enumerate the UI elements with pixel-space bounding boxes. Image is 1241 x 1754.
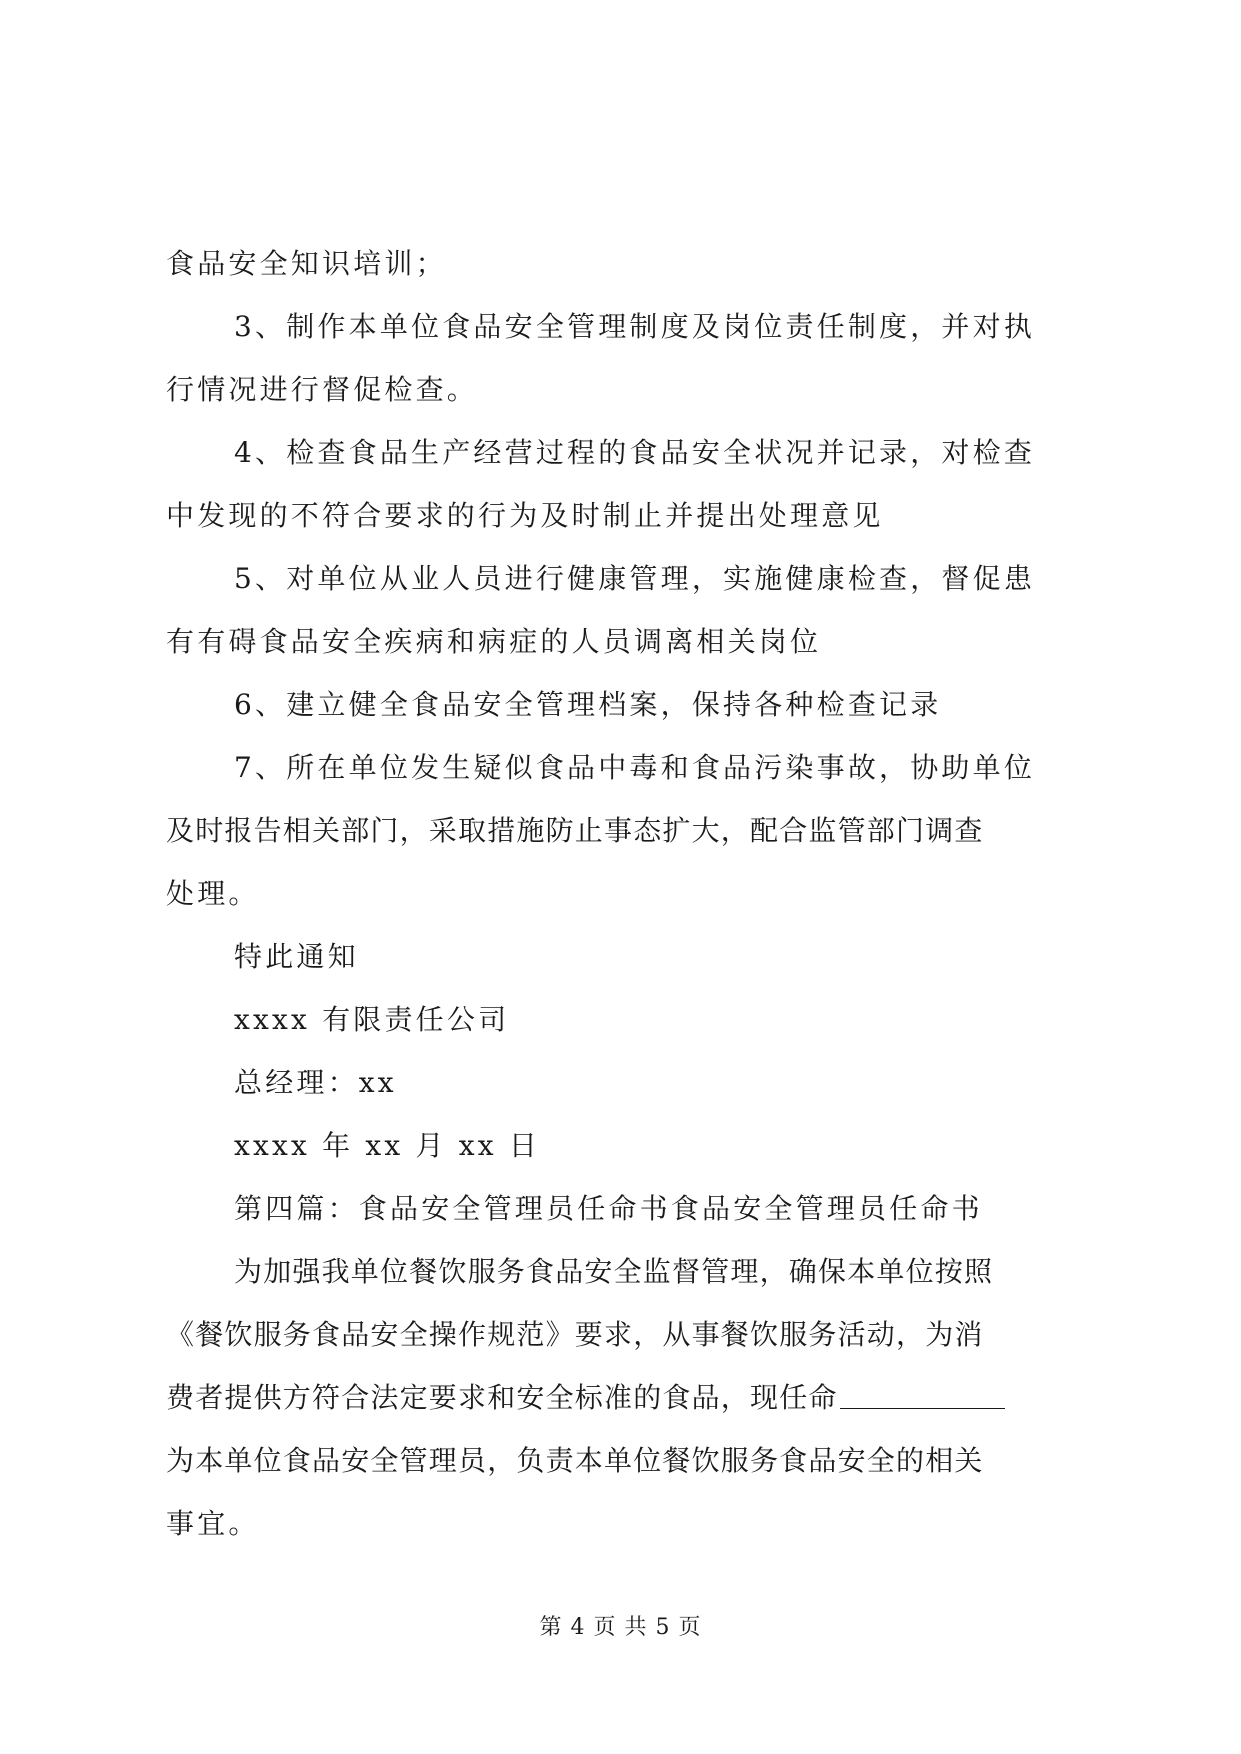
text-line: 及时报告相关部门，采取措施防止事态扩大，配合监管部门调查 (166, 814, 984, 847)
text-line: 7、所在单位发生疑似食品中毒和食品污染事故，协助单位 (234, 751, 1036, 784)
text-line: 5、对单位从业人员进行健康管理，实施健康检查，督促患 (234, 562, 1036, 595)
text-line: 6、建立健全食品安全管理档案，保持各种检查记录 (234, 688, 942, 721)
text-line-with-blank (166, 1366, 1086, 1429)
text-line: 处理。 (166, 877, 260, 910)
company-name: xxxx 有限责任公司 (234, 1003, 510, 1036)
text-line: 为本单位食品安全管理员，负责本单位餐饮服务食品安全的相关 (166, 1444, 984, 1477)
text-line: 食品安全知识培训； (166, 247, 447, 280)
text-line: 《餐饮服务食品安全操作规范》要求，从事餐饮服务活动，为消 (166, 1318, 984, 1351)
text-line: 为加强我单位餐饮服务食品安全监督管理，确保本单位按照 (234, 1255, 994, 1288)
text-span: 费者提供方符合法定要求和安全标准的食品，现任命 (166, 1381, 838, 1414)
text-line: 有有碍食品安全疾病和病症的人员调离相关岗位 (166, 625, 822, 658)
text-line: 中发现的不符合要求的行为及时制止并提出处理意见 (166, 499, 884, 532)
section-heading: 第四篇：食品安全管理员任命书食品安全管理员任命书 (234, 1192, 983, 1225)
page-footer: 第 4 页 共 5 页 (539, 1615, 702, 1640)
text-line: 行情况进行督促检查。 (166, 373, 479, 406)
text-line: 事宜。 (166, 1507, 260, 1540)
text-line: 4、检查食品生产经营过程的食品安全状况并记录，对检查 (234, 436, 1036, 469)
closing-notice: 特此通知 (234, 940, 359, 973)
general-manager: 总经理：xx (234, 1066, 397, 1099)
text-line: 3、制作本单位食品安全管理制度及岗位责任制度，并对执 (234, 310, 1036, 343)
fill-in-blank (840, 1380, 1005, 1409)
date-line: xxxx 年 xx 月 xx 日 (234, 1129, 541, 1162)
document-body (166, 232, 1086, 1555)
